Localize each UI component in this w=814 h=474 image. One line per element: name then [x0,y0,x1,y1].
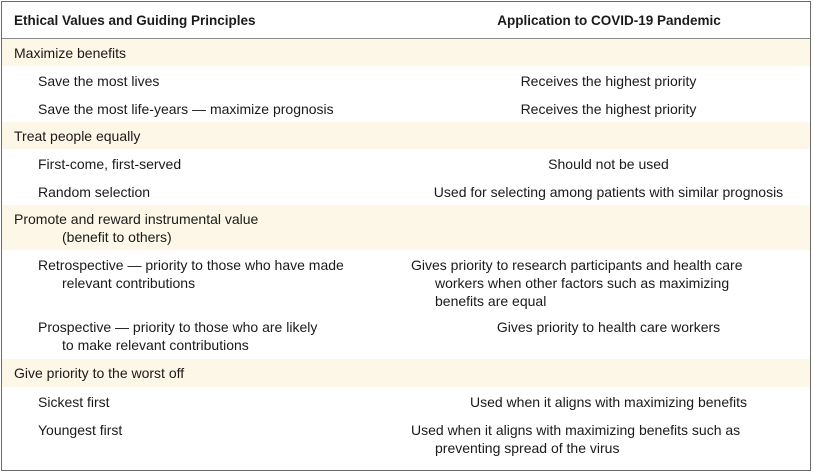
application-text [411,421,806,457]
table-row [2,312,810,359]
category-label-line2: (benefit to others) [62,229,172,245]
ethical-values-table [1,1,811,471]
principle-label: Youngest first [38,422,123,438]
application-line2: preventing spread of the virus [435,440,620,456]
principle-label: Sickest first [38,394,110,410]
application-text: Receives the highest priority [520,101,697,117]
table-row [2,177,810,205]
category-label: Give priority to the worst off [14,365,185,381]
principle-label [38,318,393,354]
principle-label: Save the most lives [38,73,160,89]
application-line2: workers when other factors such as maximizing [435,275,730,291]
application-text: Should not be used [548,156,669,172]
category-label [14,210,258,246]
principle-line2: relevant contributions [62,275,196,291]
principle-label: Random selection [38,184,151,200]
category-row [2,122,810,149]
principle-line1: Prospective — priority to those who are likely [38,319,318,335]
application-text: Used for selecting among patients with similar prognosis [433,184,784,200]
table-header [2,2,810,39]
header-ethical-values: Ethical Values and Guiding Principles [14,13,256,28]
header-application: Application to COVID-19 Pandemic [497,13,721,28]
application-text [411,256,806,310]
principle-label [38,256,393,292]
application-line3: benefits are equal [435,293,547,309]
table-row [2,66,810,94]
category-row [2,359,810,387]
application-text: Receives the highest priority [520,73,697,89]
application-line1: Used when it aligns with maximizing benefits such as [411,422,741,438]
table-row [2,149,810,177]
application-text: Used when it aligns with maximizing benefits [469,394,747,410]
table-row [2,415,810,470]
category-label-line1: Promote and reward instrumental value [14,211,259,227]
table-row [2,250,810,312]
category-label: Treat people equally [14,128,141,144]
category-row [2,205,810,250]
table-row [2,94,810,122]
principle-label: First-come, first-served [38,156,182,172]
application-text: Gives priority to health care workers [496,319,721,335]
category-row [2,39,810,66]
principle-line2: to make relevant contributions [62,337,249,353]
application-line1: Gives priority to research participants and health care [411,257,743,273]
principle-label: Save the most life-years — maximize prognosis [38,101,334,117]
category-label: Maximize benefits [14,45,127,61]
table-row [2,387,810,415]
principle-line1: Retrospective — priority to those who have made [38,257,344,273]
